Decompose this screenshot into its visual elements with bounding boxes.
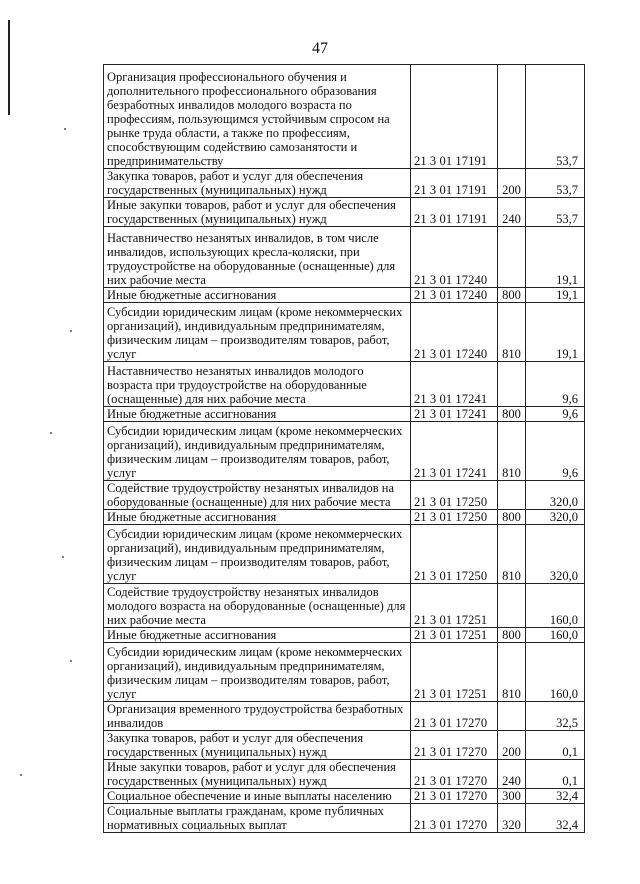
row-vr: 800	[498, 510, 526, 525]
row-name: Социальное обеспечение и иные выплаты населению	[104, 789, 411, 804]
row-name: Наставничество незанятых инвалидов молодого возраста при трудоустройстве на оборудованные (оснащенные) для них рабочие места	[104, 362, 411, 407]
scan-speck	[64, 128, 66, 130]
row-name: Иные бюджетные ассигнования	[104, 288, 411, 303]
row-amount: 9,6	[526, 362, 585, 407]
table-row	[104, 65, 585, 169]
row-amount: 9,6	[526, 422, 585, 481]
row-amount: 0,1	[526, 731, 585, 760]
table-row	[104, 804, 585, 833]
row-vr: 810	[498, 303, 526, 362]
row-name: Иные бюджетные ассигнования	[104, 628, 411, 643]
scan-speck	[70, 330, 72, 332]
row-vr	[498, 702, 526, 731]
scan-edge-line	[8, 20, 10, 115]
row-name: Содействие трудоустройству незанятых инвалидов молодого возраста на оборудованные (оснащенные) для них рабочие места	[104, 584, 411, 628]
row-vr	[498, 227, 526, 288]
row-amount: 53,7	[526, 65, 585, 169]
row-code: 21 3 01 17191	[411, 65, 498, 169]
row-amount: 320,0	[526, 510, 585, 525]
row-code: 21 3 01 17250	[411, 481, 498, 510]
row-vr: 800	[498, 628, 526, 643]
row-amount: 19,1	[526, 288, 585, 303]
table-row	[104, 198, 585, 227]
row-vr: 800	[498, 407, 526, 422]
row-amount: 19,1	[526, 303, 585, 362]
row-code: 21 3 01 17270	[411, 789, 498, 804]
row-code: 21 3 01 17241	[411, 407, 498, 422]
row-code: 21 3 01 17251	[411, 643, 498, 702]
row-code: 21 3 01 17250	[411, 525, 498, 584]
table-row	[104, 702, 585, 731]
row-amount: 19,1	[526, 227, 585, 288]
row-code: 21 3 01 17270	[411, 702, 498, 731]
scan-speck	[50, 432, 52, 434]
table-row	[104, 169, 585, 198]
row-code: 21 3 01 17250	[411, 510, 498, 525]
budget-table	[103, 64, 585, 833]
row-name: Субсидии юридическим лицам (кроме некоммерческих организаций), индивидуальным предпринимателям, физическим лицам – производителям товаров, работ, услуг	[104, 303, 411, 362]
row-name: Социальные выплаты гражданам, кроме публичных нормативных социальных выплат	[104, 804, 411, 833]
row-vr: 320	[498, 804, 526, 833]
row-amount: 320,0	[526, 525, 585, 584]
row-name: Иные бюджетные ассигнования	[104, 510, 411, 525]
row-amount: 32,4	[526, 804, 585, 833]
row-vr: 810	[498, 525, 526, 584]
row-amount: 32,4	[526, 789, 585, 804]
row-vr: 200	[498, 169, 526, 198]
row-vr	[498, 362, 526, 407]
row-name: Наставничество незанятых инвалидов, в том числе инвалидов, использующих кресла-коляски, при трудоустройстве на оборудованные (оснащенные) для них рабочие места	[104, 227, 411, 288]
table-row	[104, 510, 585, 525]
table-row	[104, 481, 585, 510]
row-amount: 32,5	[526, 702, 585, 731]
row-code: 21 3 01 17270	[411, 760, 498, 789]
table-row	[104, 628, 585, 643]
row-name: Содействие трудоустройству незанятых инвалидов на оборудованные (оснащенные) для них рабочие места	[104, 481, 411, 510]
page-number: 47	[312, 40, 328, 57]
row-code: 21 3 01 17251	[411, 628, 498, 643]
row-code: 21 3 01 17270	[411, 731, 498, 760]
row-vr: 200	[498, 731, 526, 760]
scan-speck	[20, 774, 22, 776]
row-code: 21 3 01 17240	[411, 303, 498, 362]
row-code: 21 3 01 17241	[411, 362, 498, 407]
table-row	[104, 422, 585, 481]
row-name: Иные закупки товаров, работ и услуг для обеспечения государственных (муниципальных) нужд	[104, 760, 411, 789]
row-amount: 0,1	[526, 760, 585, 789]
row-vr: 300	[498, 789, 526, 804]
row-name: Иные закупки товаров, работ и услуг для обеспечения государственных (муниципальных) нужд	[104, 198, 411, 227]
row-name: Организация временного трудоустройства безработных инвалидов	[104, 702, 411, 731]
row-amount: 9,6	[526, 407, 585, 422]
row-name: Субсидии юридическим лицам (кроме некоммерческих организаций), индивидуальным предпринимателям, физическим лицам – производителям товаров, работ, услуг	[104, 525, 411, 584]
row-vr	[498, 584, 526, 628]
row-vr: 240	[498, 760, 526, 789]
row-amount: 160,0	[526, 628, 585, 643]
row-amount: 320,0	[526, 481, 585, 510]
row-code: 21 3 01 17240	[411, 288, 498, 303]
table-row	[104, 789, 585, 804]
row-name: Закупка товаров, работ и услуг для обеспечения государственных (муниципальных) нужд	[104, 731, 411, 760]
row-amount: 53,7	[526, 169, 585, 198]
row-vr: 240	[498, 198, 526, 227]
row-code: 21 3 01 17270	[411, 804, 498, 833]
row-vr	[498, 65, 526, 169]
scan-speck	[62, 556, 64, 558]
table-row	[104, 584, 585, 628]
table-row	[104, 731, 585, 760]
scan-speck	[70, 660, 72, 662]
row-name: Субсидии юридическим лицам (кроме некоммерческих организаций), индивидуальным предпринимателям, физическим лицам – производителям товаров, работ, услуг	[104, 643, 411, 702]
row-vr: 810	[498, 422, 526, 481]
row-code: 21 3 01 17191	[411, 169, 498, 198]
table-row	[104, 227, 585, 288]
row-vr: 810	[498, 643, 526, 702]
row-amount: 160,0	[526, 584, 585, 628]
table-row	[104, 760, 585, 789]
table-row	[104, 525, 585, 584]
row-vr: 800	[498, 288, 526, 303]
row-code: 21 3 01 17241	[411, 422, 498, 481]
row-vr	[498, 481, 526, 510]
row-code: 21 3 01 17240	[411, 227, 498, 288]
row-name: Иные бюджетные ассигнования	[104, 407, 411, 422]
table-row	[104, 362, 585, 407]
row-amount: 53,7	[526, 198, 585, 227]
table-row	[104, 288, 585, 303]
table-row	[104, 303, 585, 362]
row-name: Закупка товаров, работ и услуг для обеспечения государственных (муниципальных) нужд	[104, 169, 411, 198]
row-code: 21 3 01 17191	[411, 198, 498, 227]
table-row	[104, 643, 585, 702]
table-row	[104, 407, 585, 422]
row-name: Субсидии юридическим лицам (кроме некоммерческих организаций), индивидуальным предпринимателям, физическим лицам – производителям товаров, работ, услуг	[104, 422, 411, 481]
row-name: Организация профессионального обучения и дополнительного профессионального образования безработных инвалидов молодого возраста по профессиям, пользующимся устойчивым спросом на рынке труда области, а также по профессиям, способствующим содействию самозанятости и предпринимательству	[104, 65, 411, 169]
row-code: 21 3 01 17251	[411, 584, 498, 628]
row-amount: 160,0	[526, 643, 585, 702]
